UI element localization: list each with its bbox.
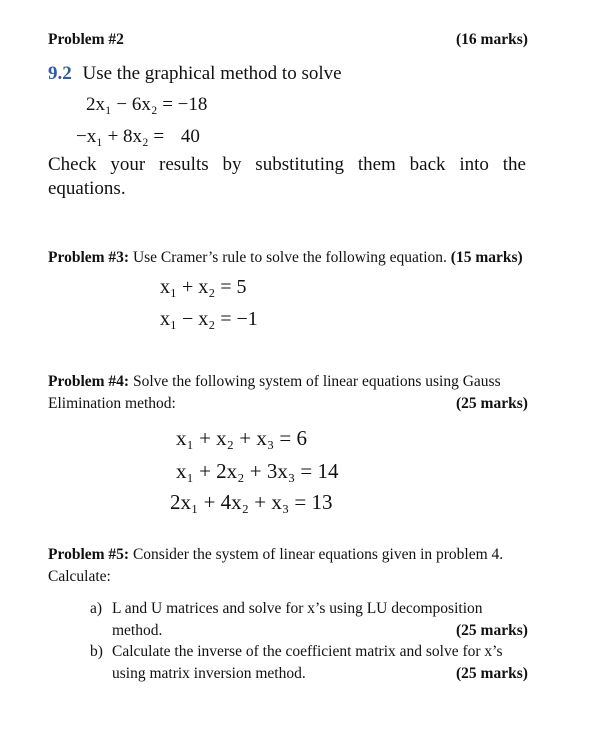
check-word: results <box>159 154 209 175</box>
equation-3-2: x₁ − x₂ = −1 <box>160 308 258 330</box>
item-b-line-2: using matrix inversion method. <box>112 665 306 682</box>
item-b-label: b) <box>90 643 103 660</box>
item-b-line-1: Calculate the inverse of the coefficient matrix and solve for x’s <box>112 643 503 660</box>
item-a-marks: (25 marks) <box>456 622 528 639</box>
problem-4-heading: Problem #4: <box>48 373 130 390</box>
check-word: by <box>222 154 242 175</box>
problem-3-heading: Problem #3: <box>48 249 130 266</box>
check-word: the <box>502 154 526 175</box>
intro-text: Use the graphical method to solve <box>82 63 342 84</box>
item-a-line-2: method. <box>112 622 163 639</box>
check-word: substituting <box>255 154 344 175</box>
problem-3-text: Use Cramer’s rule to solve the following equation. <box>129 249 451 266</box>
check-word: back <box>409 154 446 175</box>
section-number: 9.2 <box>48 63 72 84</box>
equation-2-2-lhs: −x₁ + 8x₂ = <box>76 126 165 147</box>
problem-5-text: Consider the system of linear equations given in problem 4. <box>129 546 504 563</box>
problem-5-heading: Problem #5: <box>48 546 130 563</box>
item-a-line-1: L and U matrices and solve for x’s using LU decomposition <box>112 600 483 617</box>
equation-2-1: 2x₁ − 6x₂ = −18 <box>86 94 208 115</box>
check-line-1 <box>48 154 526 176</box>
problem-3-line <box>48 249 523 267</box>
equation-4-1: x₁ + x₂ + x₃ = 6 <box>176 426 307 450</box>
equation-4-2: x₁ + 2x₂ + 3x₃ = 14 <box>176 459 339 483</box>
check-word: Check <box>48 154 97 175</box>
problem-3-marks: (15 marks) <box>450 249 523 266</box>
problem-4-line-2: Elimination method: <box>48 395 176 412</box>
check-word: them <box>357 154 396 175</box>
check-word: into <box>459 154 489 175</box>
check-line-2: equations. <box>48 178 126 199</box>
problem-2-heading: Problem #2 <box>48 31 124 48</box>
problem-5-line-2: Calculate: <box>48 568 111 585</box>
problem-2-intro-line <box>48 63 342 85</box>
problem-4-line <box>48 373 501 391</box>
problem-2-marks: (16 marks) <box>456 31 528 48</box>
equation-2-2-rhs: 40 <box>180 126 200 147</box>
problem-4-marks: (25 marks) <box>456 395 528 412</box>
equation-3-1: x₁ + x₂ = 5 <box>160 276 247 298</box>
item-b-marks: (25 marks) <box>456 665 528 682</box>
problem-5-line <box>48 546 503 564</box>
check-word: your <box>110 154 146 175</box>
problem-4-text: Solve the following system of linear equations using Gauss <box>129 373 501 390</box>
equation-4-3: 2x₁ + 4x₂ + x₃ = 13 <box>170 490 333 514</box>
equation-2-2 <box>76 126 200 148</box>
item-a-label: a) <box>90 600 103 617</box>
